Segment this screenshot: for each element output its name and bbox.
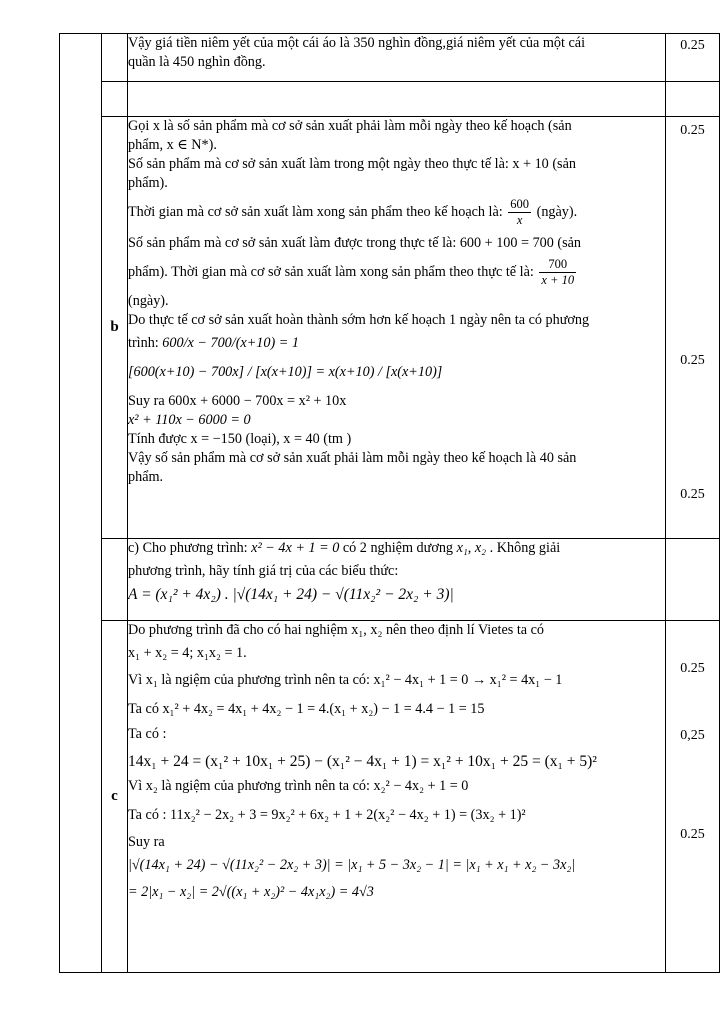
text-line: Ta có x₁² + 4x₂ = 4x₁ + 4x₂ − 1 = 4.(x₁ + x₂) − 1 = 4.4 − 1 = 15 bbox=[128, 701, 485, 717]
points-cell bbox=[666, 539, 720, 621]
text-fragment: c) Cho phương trình: bbox=[128, 540, 248, 556]
equation: x₁, x₂ bbox=[456, 540, 487, 556]
text-line: Do phương trình đã cho có hai nghiệm x₁, x₂ nên theo định lí Vietes ta có bbox=[128, 622, 545, 638]
fraction bbox=[508, 197, 531, 228]
text-fragment: . Không giải bbox=[489, 540, 561, 556]
text-line: phẩm, x ∈ N*). bbox=[128, 137, 217, 153]
part-cell bbox=[102, 34, 128, 82]
text-line: quần là 450 nghìn đồng. bbox=[128, 54, 266, 70]
points-cell bbox=[666, 82, 720, 117]
fraction-numerator: 600 bbox=[510, 197, 530, 211]
text-line: phẩm. bbox=[128, 469, 164, 485]
table-row bbox=[60, 539, 720, 621]
content-cell bbox=[128, 539, 666, 621]
fraction bbox=[539, 257, 576, 288]
text-line: Suy ra 600x + 6000 − 700x = x² + 10x bbox=[128, 393, 347, 409]
table-row bbox=[60, 117, 720, 539]
equation: 14x₁ + 24 = (x₁² + 10x₁ + 25) − (x₁² − 4x₁ + 1) = x₁² + 10x₁ + 25 = (x₁ + 5)² bbox=[128, 753, 597, 770]
text-line: Do thực tế cơ sở sản xuất hoàn thành sớm hơn kế hoạch 1 ngày nên ta có phương bbox=[128, 312, 590, 328]
points-value: 0.25 bbox=[680, 487, 705, 502]
content-cell bbox=[128, 621, 666, 973]
text-line: Suy ra bbox=[128, 834, 165, 850]
equation: x² + 110x − 6000 = 0 bbox=[128, 412, 251, 428]
fraction-numerator: 700 bbox=[539, 257, 576, 273]
points-cell bbox=[666, 117, 720, 539]
points-value: 0.25 bbox=[680, 123, 705, 138]
points-cell bbox=[666, 621, 720, 973]
equation: 600/x − 700/(x+10) = 1 bbox=[162, 335, 299, 351]
equation: |√(14x₁ + 24) − √(11x₂² − 2x₂ + 3)| = |x₁ + 5 − 3x₂ − 1| = |x₁ + x₁ + x₂ − 3x₂| bbox=[128, 857, 576, 873]
text-line: Số sản phẩm mà cơ sở sản xuất làm trong một ngày theo thực tế là: x + 10 (sản bbox=[128, 156, 576, 172]
points-value: 0.25 bbox=[680, 661, 705, 676]
text-line: phương trình, hãy tính giá trị của các biểu thức: bbox=[128, 563, 399, 579]
text-line bbox=[128, 539, 665, 558]
table-row bbox=[60, 82, 720, 117]
equation: x₁ + x₂ = 4; x₁x₂ = 1. bbox=[128, 645, 247, 661]
text-line: Vậy giá tiền niêm yết của một cái áo là 350 nghìn đồng,giá niêm yết của một cái bbox=[128, 35, 586, 51]
question-column bbox=[60, 34, 102, 973]
content-cell bbox=[128, 34, 666, 82]
points-value: 0,25 bbox=[680, 728, 705, 743]
equation: [600(x+10) − 700x] / [x(x+10)] = x(x+10) / [x(x+10)] bbox=[128, 364, 443, 380]
text-line: Vậy số sản phẩm mà cơ sở sản xuất phải làm mỗi ngày theo kế hoạch là 40 sản bbox=[128, 450, 577, 466]
text-fragment: Thời gian mà cơ sở sản xuất làm xong sản phẩm theo kế hoạch là: bbox=[128, 203, 503, 220]
fraction-denominator: x bbox=[516, 213, 523, 227]
text-line bbox=[128, 334, 665, 353]
text-fragment: (ngày). bbox=[536, 203, 578, 220]
text-fragment: phẩm). Thời gian mà cơ sở sản xuất làm xong sản phẩm theo thực tế là: bbox=[128, 263, 534, 280]
points-value: 0.25 bbox=[680, 827, 705, 842]
text-line: Vì x₁ là ngiệm của phương trình nên ta có: x₁² − 4x₁ + 1 = 0 → x₁² = 4x₁ − 1 bbox=[128, 672, 563, 688]
part-label-b: b bbox=[102, 117, 128, 539]
text-line: (ngày). bbox=[128, 293, 169, 309]
part-cell bbox=[102, 539, 128, 621]
part-label-c: c bbox=[102, 621, 128, 973]
text-fragment: có 2 nghiệm dương bbox=[342, 540, 454, 556]
content-cell bbox=[128, 82, 666, 117]
points-cell bbox=[666, 34, 720, 82]
text-line: phẩm). bbox=[128, 175, 168, 191]
text-fragment: trình: bbox=[128, 335, 159, 351]
text-line: Số sản phẩm mà cơ sở sản xuất làm được trong thực tế là: 600 + 100 = 700 (sản bbox=[128, 235, 582, 251]
table-row bbox=[60, 621, 720, 973]
text-line bbox=[128, 257, 665, 288]
text-line: Gọi x là số sản phẩm mà cơ sở sản xuất phải làm mỗi ngày theo kế hoạch (sản bbox=[128, 118, 572, 134]
points-value: 0.25 bbox=[680, 353, 705, 368]
fraction-denominator: x + 10 bbox=[541, 273, 575, 287]
part-cell bbox=[102, 82, 128, 117]
equation: x² − 4x + 1 = 0 bbox=[251, 540, 340, 556]
grading-table bbox=[59, 33, 720, 973]
equation: A = (x₁² + 4x₂) . |√(14x₁ + 24) − √(11x₂² − 2x₂ + 3)| bbox=[128, 586, 454, 603]
text-line: Vì x₂ là ngiệm của phương trình nên ta có: x₂² − 4x₂ + 1 = 0 bbox=[128, 778, 469, 794]
text-line: Ta có : bbox=[128, 726, 167, 742]
points-value: 0.25 bbox=[680, 38, 705, 53]
table-row bbox=[60, 34, 720, 82]
text-line: Ta có : 11x₂² − 2x₂ + 3 = 9x₂² + 6x₂ + 1 + 2(x₂² − 4x₂ + 1) = (3x₂ + 1)² bbox=[128, 807, 526, 823]
equation: = 2|x₁ − x₂| = 2√((x₁ + x₂)² − 4x₁x₂) = 4√3 bbox=[128, 884, 374, 900]
content-cell bbox=[128, 117, 666, 539]
text-line bbox=[128, 197, 665, 228]
text-line: Tính được x = −150 (loại), x = 40 (tm ) bbox=[128, 431, 352, 447]
